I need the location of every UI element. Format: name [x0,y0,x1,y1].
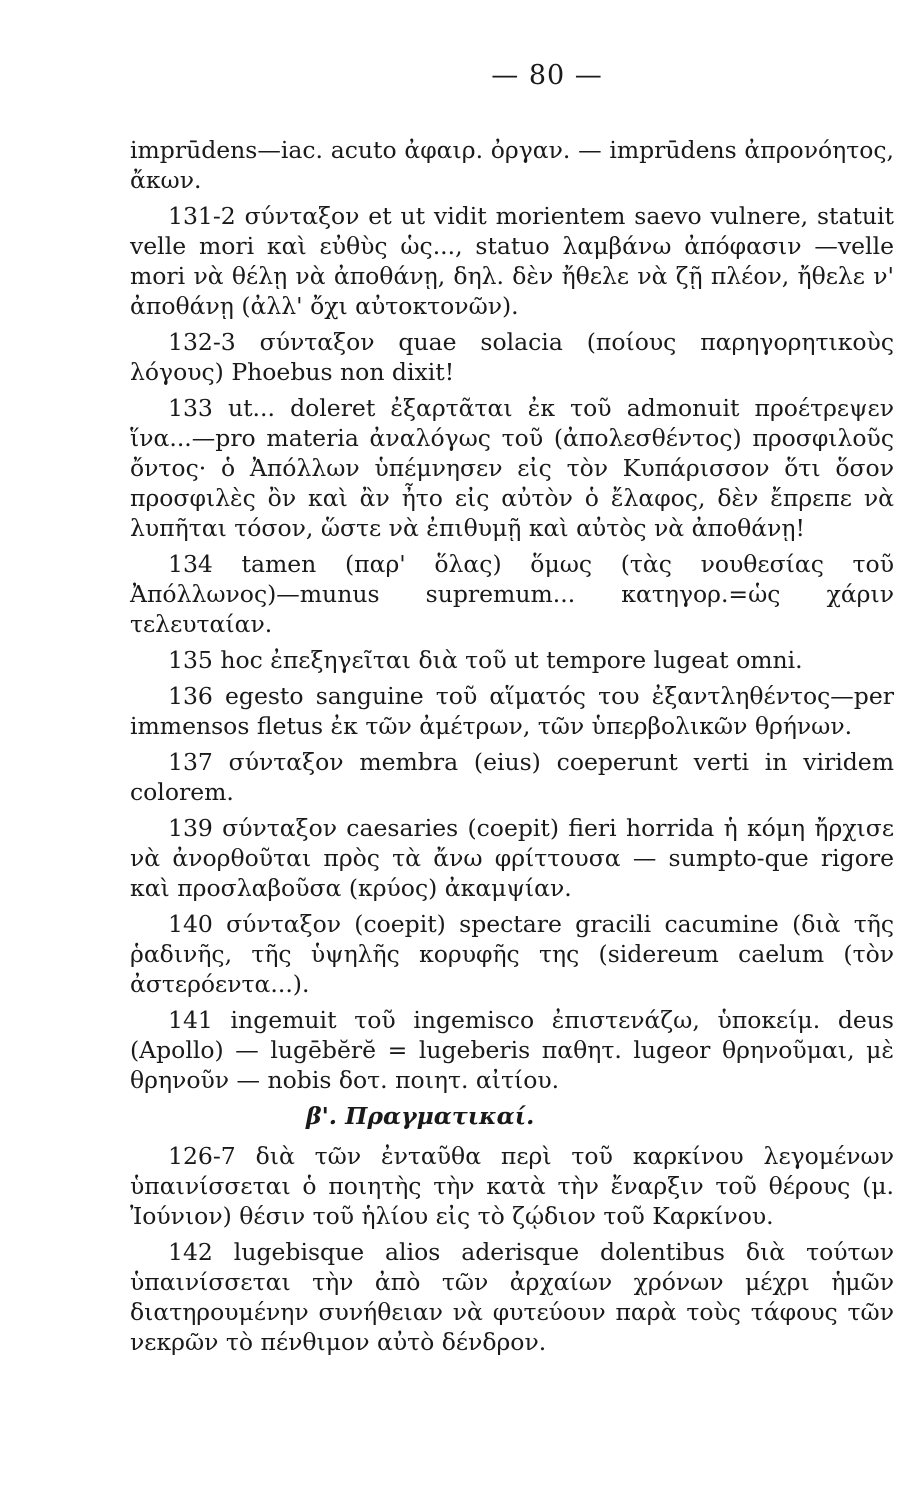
paragraph-136: 136 egesto sanguine τοῦ αἵματός του ἐξαντληθέντος—per immensos fletus ἐκ τῶν ἀμέτρων, τῶν ὑπερβολικῶν θρήνων. [130,682,894,740]
paragraph-132-3: 132-3 σύνταξον quae solacia (ποίους παρηγορητικοὺς λόγους) Phoebus non dixit! [130,328,894,386]
paragraph-140: 140 σύνταξον (coepit) spectare gracili cacumine (διὰ τῆς ῥαδινῆς, τῆς ὑψηλῆς κορυφῆς της (sidereum caelum (τὸν ἀστερόεντα...). [130,910,894,998]
section-heading: β'. Πραγματικαί. [306,1102,535,1130]
page-number: — 80 — [491,60,603,91]
paragraph-imprudens: imprūdens—iac. acuto ἀφαιρ. ὀργαν. — imprūdens ἀπρονόητος, ἄκων. [130,136,894,194]
paragraph-142: 142 lugebisque alios aderisque dolentibus διὰ τούτων ὑπαινίσσεται τὴν ἀπὸ τῶν ἀρχαίων χρόνων μέχρι ἡμῶν διατηρουμένην συνήθειαν νὰ φυτεύουν παρὰ τοὺς τάφους τῶν νεκρῶν τὸ πένθιμον αὐτὸ δένδρον. [130,1238,894,1356]
paragraph-139: 139 σύνταξον caesaries (coepit) fieri horrida ἡ κόμη ἤρχισε νὰ ἀνορθοῦται πρὸς τὰ ἄνω φρίττουσα — sumpto-que rigore καὶ προσλαβοῦσα (κρύος) ἀκαμψίαν. [130,814,894,902]
paragraph-141: 141 ingemuit τοῦ ingemisco ἐπιστενάζω, ὑποκείμ. deus (Apollo) — lugēbĕrĕ = lugeberis παθητ. lugeor θρηνοῦμαι, μὲ θρηνοῦν — nobis δοτ. ποιητ. αἰτίου. [130,1006,894,1094]
paragraph-126-7: 126-7 διὰ τῶν ἐνταῦθα περὶ τοῦ καρκίνου λεγομένων ὑπαινίσσεται ὁ ποιητὴς τὴν κατὰ τὴν ἔναρξιν τοῦ θέρους (μ. Ἰούνιον) θέσιν τοῦ ἡλίου εἰς τὸ ζῴδιον τοῦ Καρκίνου. [130,1142,894,1230]
paragraph-135: 135 hoc ἐπεξηγεῖται διὰ τοῦ ut tempore lugeat omni. [168,646,803,674]
paragraph-134: 134 tamen (παρ' ὅλας) ὅμως (τὰς νουθεσίας τοῦ Ἀπόλλωνος)—munus supremum... κατηγορ.=ὡς χάριν τελευταίαν. [130,550,894,638]
paragraph-131-2: 131-2 σύνταξον et ut vidit morientem saevo vulnere, statuit velle mori καὶ εὐθὺς ὡς..., statuo λαμβάνω ἀπόφασιν —velle mori νὰ θέλῃ νὰ ἀποθάνῃ, δηλ. δὲν ἤθελε νὰ ζῇ πλέον, ἤθελε ν' ἀποθάνῃ (ἀλλ' ὄχι αὐτοκτονῶν). [130,202,894,320]
paragraph-137: 137 σύνταξον membra (eius) coeperunt verti in viridem colorem. [130,748,894,806]
paragraph-133: 133 ut... doleret ἐξαρτᾶται ἐκ τοῦ admonuit προέτρεψεν ἵνα...—pro materia ἀναλόγως τοῦ (ἀπολεσθέντος) προσφιλοῦς ὄντος· ὁ Ἀπόλλων ὑπέμνησεν εἰς τὸν Κυπάρισσον ὅτι ὅσον προσφιλὲς ὂν καὶ ἂν ἦτο εἰς αὐτὸν ὁ ἔλαφος, δὲν ἔπρεπε νὰ λυπῆται τόσον, ὥστε νὰ ἐπιθυμῇ καὶ αὐτὸς νὰ ἀποθάνῃ! [130,394,894,542]
